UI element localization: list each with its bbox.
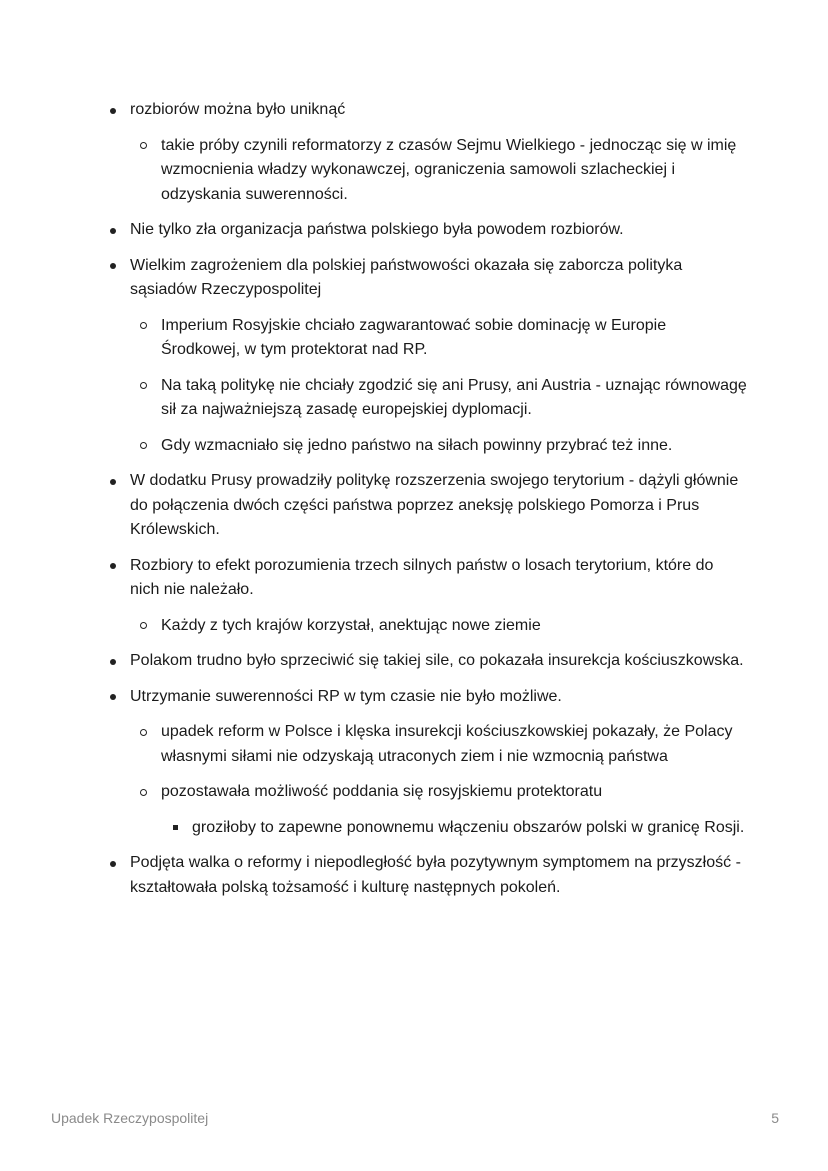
list-item: W dodatku Prusy prowadziły politykę rozszerzenia swojego terytorium - dążyli głównie do połączenia dwóch części państwa poprzez aneksję polskiego Pomorza i Prus Królewskich. — [107, 469, 747, 543]
list-item: rozbiorów można było uniknąć takie próby czynili reformatorzy z czasów Sejmu Wielkiego - jednocząc się w imię wzmocnienia władzy wykonawczej, ograniczenia samowoli szlacheckiej i odzyskania suwerenności. — [107, 98, 747, 207]
footer-page-number: 5 — [771, 1110, 779, 1126]
sub-bullet-list — [130, 720, 747, 840]
list-item: Nie tylko zła organizacja państwa polskiego była powodem rozbiorów. — [107, 218, 747, 243]
sub-sub-bullet-list — [161, 816, 747, 841]
list-item: Wielkim zagrożeniem dla polskiej państwowości okazała się zaborcza polityka sąsiadów Rzeczypospolitej Imperium Rosyjskie chciało zagwarantować sobie dominację w Europie Środkowej, w tym protektorat nad RP. Na taką politykę nie chciały zgodzić się ani Prusy, ani Austria - uznając równowagę sił za najważniejszą zasadę europejskiej dyplomacji. Gdy wzmacniało się jedno państwo na siłach powinny przybrać też inne. — [107, 254, 747, 459]
sub-list-item: upadek reform w Polsce i klęska insurekcji kościuszkowskiej pokazały, że Polacy własnymi siłami nie odzyskają utraconych ziem i nie wzmocnią państwa — [130, 720, 747, 769]
bullet-list — [107, 98, 747, 911]
sub-sub-list-item: groziłoby to zapewne ponownemu włączeniu obszarów polski w granicę Rosji. — [161, 816, 747, 841]
footer-document-title: Upadek Rzeczypospolitej — [51, 1110, 209, 1126]
sub-list-item: Imperium Rosyjskie chciało zagwarantować sobie dominację w Europie Środkowej, w tym protektorat nad RP. — [130, 314, 747, 363]
sub-bullet-list — [130, 134, 747, 208]
sub-list-item: Gdy wzmacniało się jedno państwo na siłach powinny przybrać też inne. — [130, 434, 747, 459]
sub-bullet-list — [130, 614, 747, 639]
sub-list-item: Na taką politykę nie chciały zgodzić się ani Prusy, ani Austria - uznając równowagę sił za najważniejszą zasadę europejskiej dyplomacji. — [130, 374, 747, 423]
sub-list-item: Każdy z tych krajów korzystał, anektując nowe ziemie — [130, 614, 747, 639]
sub-list-item: takie próby czynili reformatorzy z czasów Sejmu Wielkiego - jednocząc się w imię wzmocnienia władzy wykonawczej, ograniczenia samowoli szlacheckiej i odzyskania suwerenności. — [130, 134, 747, 208]
list-item: Rozbiory to efekt porozumienia trzech silnych państw o losach terytorium, które do nich nie należało. Każdy z tych krajów korzystał, anektując nowe ziemie — [107, 554, 747, 639]
list-item: Utrzymanie suwerenności RP w tym czasie nie było możliwe. upadek reform w Polsce i klęska insurekcji kościuszkowskiej pokazały, że Polacy własnymi siłami nie odzyskają utraconych ziem i nie wzmocnią państwa pozostawała możliwość poddania się rosyjskiemu protektoratu groziłoby to zapewne ponownemu włączeniu obszarów polski w granicę Rosji. — [107, 685, 747, 841]
sub-bullet-list — [130, 314, 747, 459]
list-item: Podjęta walka o reformy i niepodległość była pozytywnym symptomem na przyszłość - kształtowała polską tożsamość i kulturę następnych pokoleń. — [107, 851, 747, 900]
list-item: Polakom trudno było sprzeciwić się takiej sile, co pokazała insurekcja kościuszkowska. — [107, 649, 747, 674]
sub-list-item: pozostawała możliwość poddania się rosyjskiemu protektoratu groziłoby to zapewne ponownemu włączeniu obszarów polski w granicę Rosji. — [130, 780, 747, 840]
